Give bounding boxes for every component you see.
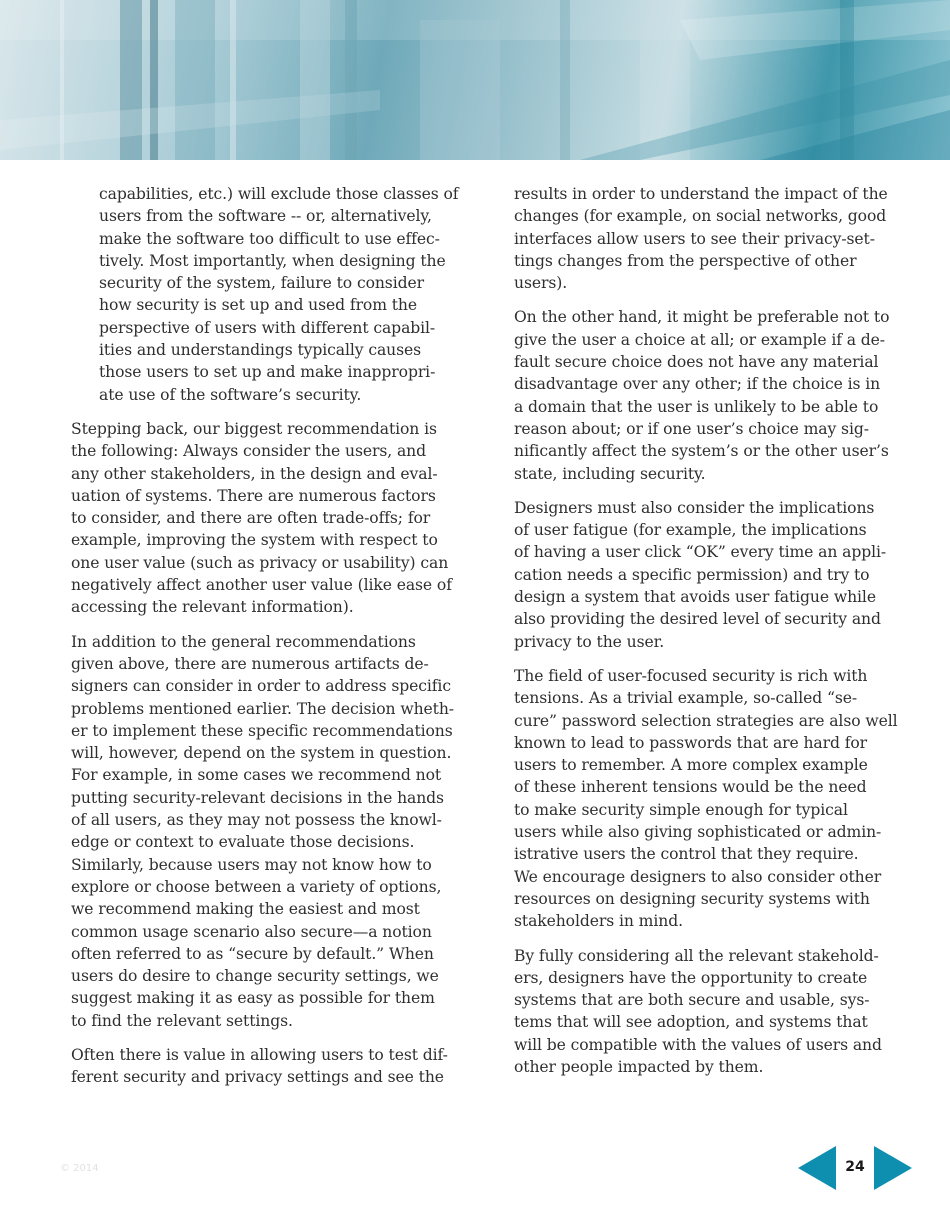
body-paragraph: In addition to the general recommendations given above, there are numerous artifacts de- signers can consider in order to address specific problems mentioned earlier. The decision wheth- er to implement these specific recommendations will, however, depend on the system in question. For example, in some cases we recommend not putting security-relevant decisions in the hands of all users, as they may not possess the knowl- edge or context to evaluate those decisions. Similarly, because users may not know how to explore or choose between a variety of options, we recommend making the easiest and most common usage scenario also secure—a notion often referred to as “secure by default.” When users do desire to change security settings, we suggest making it as easy as possible for them to find the relevant settings.: [71, 632, 454, 1030]
body-paragraph: Often there is value in allowing users to test dif- ferent security and privacy settings and see the: [71, 1045, 448, 1087]
header-banner-image: [0, 0, 950, 160]
page-number: 24: [845, 1159, 865, 1175]
body-paragraph: Designers must also consider the implications of user fatigue (for example, the implications of having a user click “OK” every time an appli- cation needs a specific permission) and try to design a system that avoids user fatigue while also providing the desired level of security and privacy to the user.: [514, 498, 887, 651]
body-paragraph: Stepping back, our biggest recommendation is the following: Always consider the users, and any other stakeholders, in the design and eval- uation of systems. There are numerous factors to consider, and there are often trade-offs; for example, improving the system with respect to one user value (such as privacy or usability) can negatively affect another user value (like ease of accessing the relevant information).: [71, 419, 452, 617]
page-navigation: [798, 1146, 912, 1190]
body-paragraph: results in order to understand the impact of the changes (for example, on social networks, good interfaces allow users to see their privacy-set- tings changes from the perspective of other users).: [514, 185, 888, 293]
copyright-notice: © 2014: [60, 1163, 99, 1174]
right-text-column: [514, 183, 914, 1090]
body-paragraph: The field of user-focused security is rich with tensions. As a trivial example, so-called “se- cure” password selection strategies are also well known to lead to passwords that are hard for users to remember. A more complex example of these inherent tensions would be the need to make security simple enough for typical users while also giving sophisticated or admin- istrative users the control that they require. We encourage designers to also consider other resources on designing security systems with stakeholders in mind.: [514, 666, 898, 931]
previous-page-button[interactable]: [798, 1146, 838, 1190]
left-arrow-icon: [798, 1146, 838, 1190]
right-arrow-icon: [872, 1146, 912, 1190]
abstract-architecture-graphic: [0, 0, 950, 160]
body-paragraph: By fully considering all the relevant stakehold- ers, designers have the opportunity to create systems that are both secure and usable, sys- tems that will see adoption, and systems that will be compatible with the values of users and other people impacted by them.: [514, 946, 882, 1076]
indented-paragraph: capabilities, etc.) will exclude those classes of users from the software -- or, alternatively, make the software too difficult to use effec- tively. Most importantly, when designing the security of the system, failure to consider how security is set up and used from the perspective of users with different capabil- ities and understandings typically causes those users to set up and make inappropri- ate use of the software’s security.: [99, 185, 459, 404]
next-page-button[interactable]: [872, 1146, 912, 1190]
left-text-column: [71, 183, 471, 1101]
body-paragraph: On the other hand, it might be preferable not to give the user a choice at all; or example if a de- fault secure choice does not have any material disadvantage over any other; if the choice is in a domain that the user is unlikely to be able to reason about; or if one user’s choice may sig- nificantly affect the system’s or the other user’s state, including security.: [514, 308, 890, 483]
